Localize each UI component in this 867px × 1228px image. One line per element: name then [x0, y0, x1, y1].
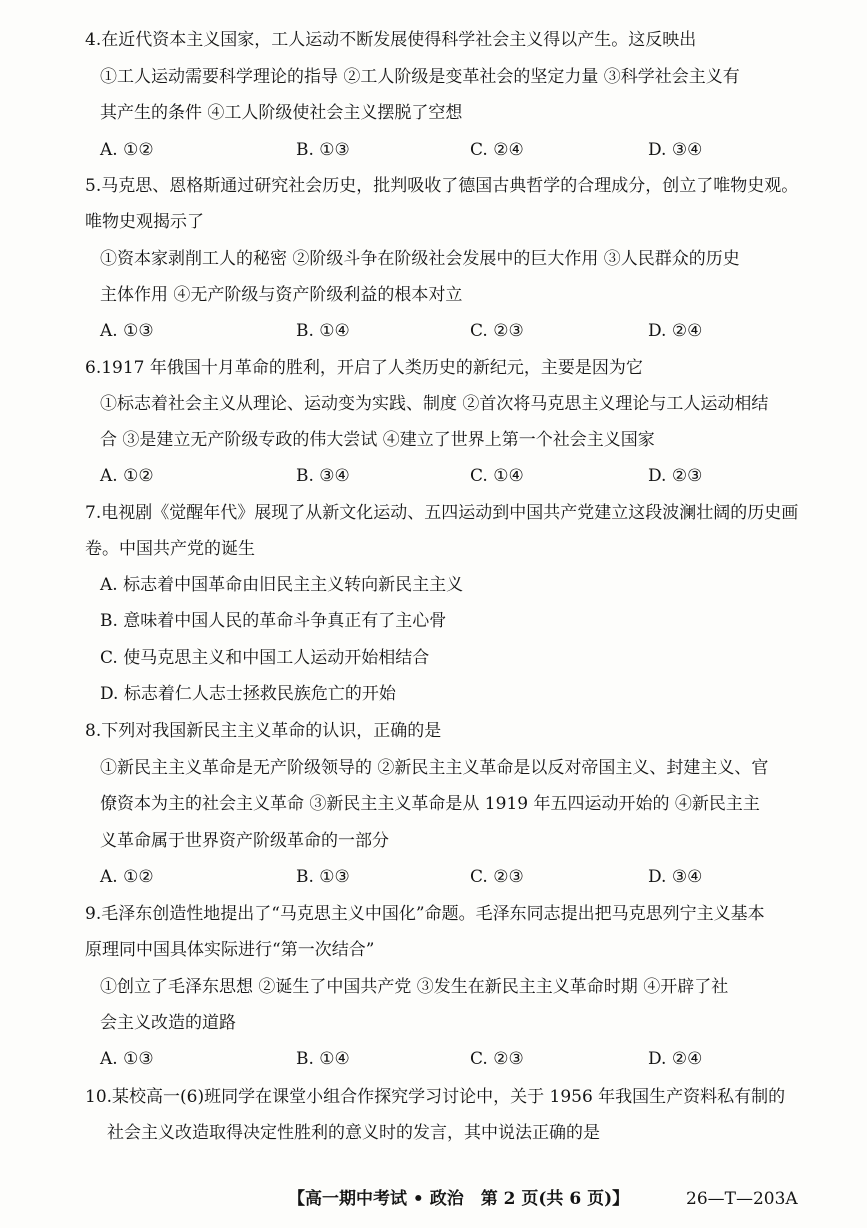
q6-option-d: D. ②③ [648, 466, 703, 486]
q9-option-c: C. ②③ [470, 1049, 524, 1069]
q6-stem: 6.1917 年俄国十月革命的胜利，开启了人类历史的新纪元，主要是因为它 [85, 358, 643, 378]
q5-stem-line1: 5.马克思、恩格斯通过研究社会历史，批判吸收了德国古典哲学的合理成分，创立了唯物史观。 [85, 176, 799, 196]
q4-stem: 4.在近代资本主义国家，工人运动不断发展使得科学社会主义得以产生。这反映出 [85, 30, 697, 50]
q9-option-a: A. ①③ [100, 1049, 154, 1069]
q6-option-c: C. ①④ [470, 466, 524, 486]
q4-option-d: D. ③④ [648, 140, 703, 160]
q7-choice-c: C. 使马克思主义和中国工人运动开始相结合 [100, 648, 430, 668]
q5-option-c: C. ②③ [470, 321, 524, 341]
q9-stem-line2: 原理同中国具体实际进行“第一次结合” [85, 940, 375, 960]
q8-items-line1: ①新民主主义革命是无产阶级领导的 ②新民主主义革命是以反对帝国主义、封建主义、官 [100, 758, 769, 778]
q8-items-line3: 义革命属于世界资产阶级革命的一部分 [100, 831, 389, 851]
q4-items-line2: 其产生的条件 ④工人阶级使社会主义摆脱了空想 [100, 103, 463, 123]
q5-items-line2: 主体作用 ④无产阶级与资产阶级利益的根本对立 [100, 285, 463, 305]
q5-option-a: A. ①③ [100, 321, 154, 341]
q10-stem-line2: 社会主义改造取得决定性胜利的意义时的发言，其中说法正确的是 [107, 1123, 600, 1143]
q4-option-a: A. ①② [100, 140, 154, 160]
q5-items-line1: ①资本家剥削工人的秘密 ②阶级斗争在阶级社会发展中的巨大作用 ③人民群众的历史 [100, 249, 740, 269]
q7-choice-a: A. 标志着中国革命由旧民主主义转向新民主主义 [100, 575, 464, 595]
q7-choice-d: D. 标志着仁人志士拯救民族危亡的开始 [100, 684, 396, 704]
q7-choice-b: B. 意味着中国人民的革命斗争真正有了主心骨 [100, 611, 447, 631]
q9-option-d: D. ②④ [648, 1049, 703, 1069]
q5-stem-line2: 唯物史观揭示了 [85, 212, 204, 232]
q4-items-line1: ①工人运动需要科学理论的指导 ②工人阶级是变革社会的坚定力量 ③科学社会主义有 [100, 67, 740, 87]
q6-option-a: A. ①② [100, 466, 154, 486]
q8-items-line2: 僚资本为主的社会主义革命 ③新民主主义革命是从 1919 年五四运动开始的 ④新民主主 [100, 794, 760, 814]
q9-option-b: B. ①④ [296, 1049, 350, 1069]
q7-stem-line2: 卷。中国共产党的诞生 [85, 539, 255, 559]
q9-items-line2: 会主义改造的道路 [100, 1013, 236, 1033]
q5-option-b: B. ①④ [296, 321, 350, 341]
q5-option-d: D. ②④ [648, 321, 703, 341]
q6-options [0, 465, 867, 487]
q8-stem: 8.下列对我国新民主主义革命的认识，正确的是 [85, 721, 442, 741]
q6-items-line1: ①标志着社会主义从理论、运动变为实践、制度 ②首次将马克思主义理论与工人运动相结 [100, 394, 769, 414]
q9-options [0, 1048, 867, 1070]
q4-options [0, 139, 867, 161]
q4-option-c: C. ②④ [470, 140, 524, 160]
q10-stem-line1: 10.某校高一(6)班同学在课堂小组合作探究学习讨论中，关于 1956 年我国生产资料私有制的 [85, 1087, 786, 1107]
q6-items-line2: 合 ③是建立无产阶级专政的伟大尝试 ④建立了世界上第一个社会主义国家 [100, 430, 655, 450]
q8-options [0, 866, 867, 888]
q9-stem-line1: 9.毛泽东创造性地提出了“马克思主义中国化”命题。毛泽东同志提出把马克思列宁主义基本 [85, 904, 765, 924]
q8-option-a: A. ①② [100, 867, 154, 887]
q8-option-b: B. ①③ [296, 867, 350, 887]
q8-option-d: D. ③④ [648, 867, 703, 887]
q7-stem-line1: 7.电视剧《觉醒年代》展现了从新文化运动、五四运动到中国共产党建立这段波澜壮阔的历史画 [85, 503, 799, 523]
q4-option-b: B. ①③ [296, 140, 350, 160]
q6-option-b: B. ③④ [296, 466, 350, 486]
page-footer-code: 26—T—203A [686, 1189, 798, 1209]
page-footer-title: 【高一期中考试 • 政治 第 2 页(共 6 页)】 [288, 1189, 630, 1209]
q5-options [0, 320, 867, 342]
q8-option-c: C. ②③ [470, 867, 524, 887]
q9-items-line1: ①创立了毛泽东思想 ②诞生了中国共产党 ③发生在新民主主义革命时期 ④开辟了社 [100, 977, 729, 997]
